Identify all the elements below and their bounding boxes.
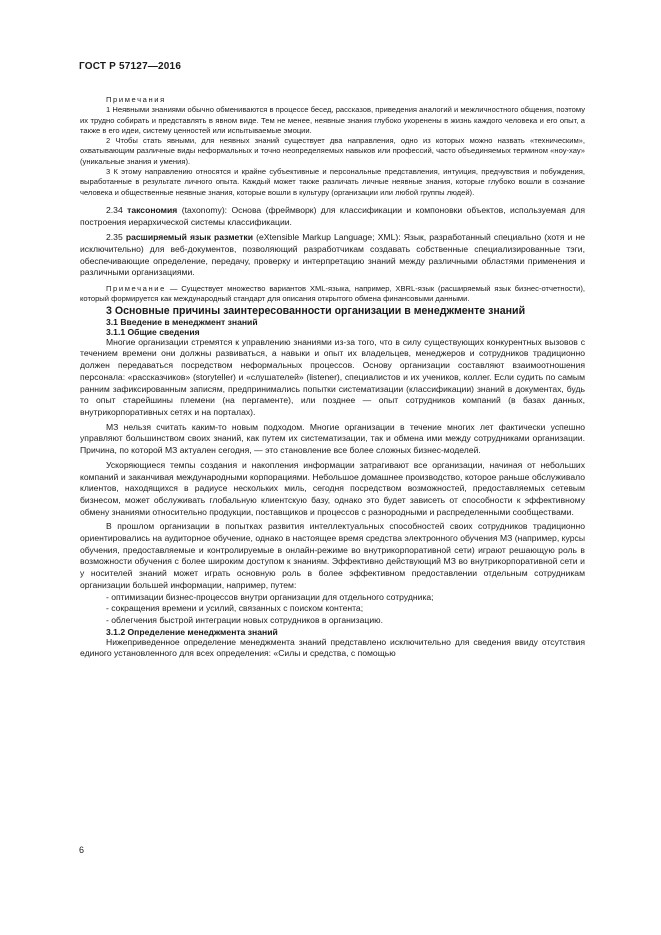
page-content [80,95,585,660]
subsection-3-1-2-heading: 3.1.2 Определение менеджмента знаний [106,626,278,637]
list-item: - оптимизации бизнес-процессов внутри организации для отдельного сотрудника; [106,591,434,602]
list-item: - сокращения времени и усилий, связанных с поиском контента; [106,603,364,614]
paragraph-4: В прошлом организации в попытках развития интеллектуальных способностей своих сотрудников традиционно ориентировались на аудиторное обучение, однако в настоящее время средства электронного обучения МЗ (например, курсы обучения, предоставляемые и контролируемые в онлайн-режиме во внутрикорпоративной сети) играют решающую роль в возможности обучения с более широким доступом к знаниям. Эффективно действующий МЗ во внутрикорпоративной сети и у носителей знаний может играть основную роль в более эффективном предоставлении отдельным сотрудникам организации большей информации, например, путем: [80,521,585,590]
notes-title: Примечания [106,95,166,104]
term-number: 2.34 [106,204,123,215]
term-name: таксономия [127,204,178,215]
paragraph-5: Нижеприведенное определение менеджмента знаний представлено исключительно для сведения ввиду отсутствия единого установленного для всех определения: «Силы и средства, с помощью [80,636,585,659]
term-definition: (taxonomy): Основа (фреймворк) для классификации и компоновки объектов, используемая для построения иерархической системы классификации. [80,204,586,227]
term-number: 2.35 [106,232,123,243]
page-number: 6 [79,845,85,855]
subsection-3-1-heading: 3.1 Введение в менеджмент знаний [106,316,258,327]
section-3-heading: 3 Основные причины заинтересованности организации в менеджменте знаний [106,304,526,317]
term-2-35 [80,232,585,279]
note-3: 3 К этому направлению относятся и крайне субъективные и персональные представления, интуиция, предчувствия и побуждения, выработанные в результате личного опыта. Каждый может также различать личные неявные знания, которые глубоко вошли в сознание человека и общественные неявные знания, которые вошли в культуру (организации или любой группы людей). [80,167,585,197]
term-name: расширяемый язык разметки [125,232,254,243]
term-definition: (eXtensible Markup Language; XML): Язык, разработанный специально (хотя и не исключительно) для веб-документов, позволяющий разработчикам создавать собственные специализированные тэги, обеспечивающие определение, передачу, проверку и интерпретацию знаний между различными областями применения и различными организациями. [80,232,586,278]
term-2-34 [80,205,585,228]
note-label: Примечание [106,284,166,294]
note-2: 2 Чтобы стать явными, для неявных знаний существует два направления, одно из которых можно назвать «техническим», охватывающим различные виды неформальных и точно неопределяемых навыков или профессий, часто объединяемых термином «ноу-хау» (уникальные знания и умения). [80,136,585,166]
note-text: — Существует множество вариантов XML-языка, например, XBRL-язык (расширяемый язык бизнес-отчетности), который формируется как международный стандарт для описания открытого обмена финансовыми данными. [80,284,585,304]
subsection-3-1-1-heading: 3.1.1 Общие сведения [106,326,200,337]
paragraph-1: Многие организации стремятся к управлению знаниями из-за того, что в силу существующих конкурентных вызовов с течением времени они должны развиваться, а навыки и опыт их владельцев, менеджеров и сотрудников традиционно должен передаваться посредством неформальных процессов. Основу организации составляют взаимоотношения персонала: «рассказчиков» (storyteller) и «слушателей» (listener), специалистов и их учеников, коллег. Если судить по самым ранним зафиксированным записям, предпринимались попытки систематизации (классификации) знаний в документах, будь то опыт старейшины племени (на пергаменте), или позднее — опыт сотрудников компаний (в базах данных, внутрикорпоративных сетях и на порталах). [80,336,585,417]
standard-header: ГОСТ Р 57127—2016 [79,61,182,72]
list-item: - облегчения быстрой интеграции новых сотрудников в организацию. [106,614,383,625]
paragraph-2: МЗ нельзя считать каким-то новым подходом. Многие организации в течение многих лет фактически успешно управляют большинством своих знаний, как путем их систематизации, так и обмена ими между сотрудниками организации. Причина, по которой МЗ актуален сегодня, — это становление все более сложных бизнес-моделей. [80,421,585,456]
paragraph-3: Ускоряющиеся темпы создания и накопления информации затрагивают все организации, начиная от небольших компаний и заканчивая международными корпорациями. Небольшое домашнее производство, которое раньше обслуживало клиентов, находящихся в радиусе нескольких миль, сегодня посредством возможностей, предоставляемых сетевым бизнесом, может обслуживать глобальную клиентскую базу, однако это будет зависеть от способности к эффективному обмену знаниями относительно продукции, поставщиков и процессов с разнородными и распределенными сообществами. [80,459,585,517]
note-1: 1 Неявными знаниями обычно обмениваются в процессе бесед, рассказов, приведения аналогий и межличностного общения, поэтому их трудно собирать и представлять в явном виде. Тем не менее, неявные знания глубоко укоренены в жизнь каждого человека и его опыт, а также в его идеи, систему ценностей или испытываемые эмоции. [80,105,585,135]
note-2-35 [80,284,585,305]
